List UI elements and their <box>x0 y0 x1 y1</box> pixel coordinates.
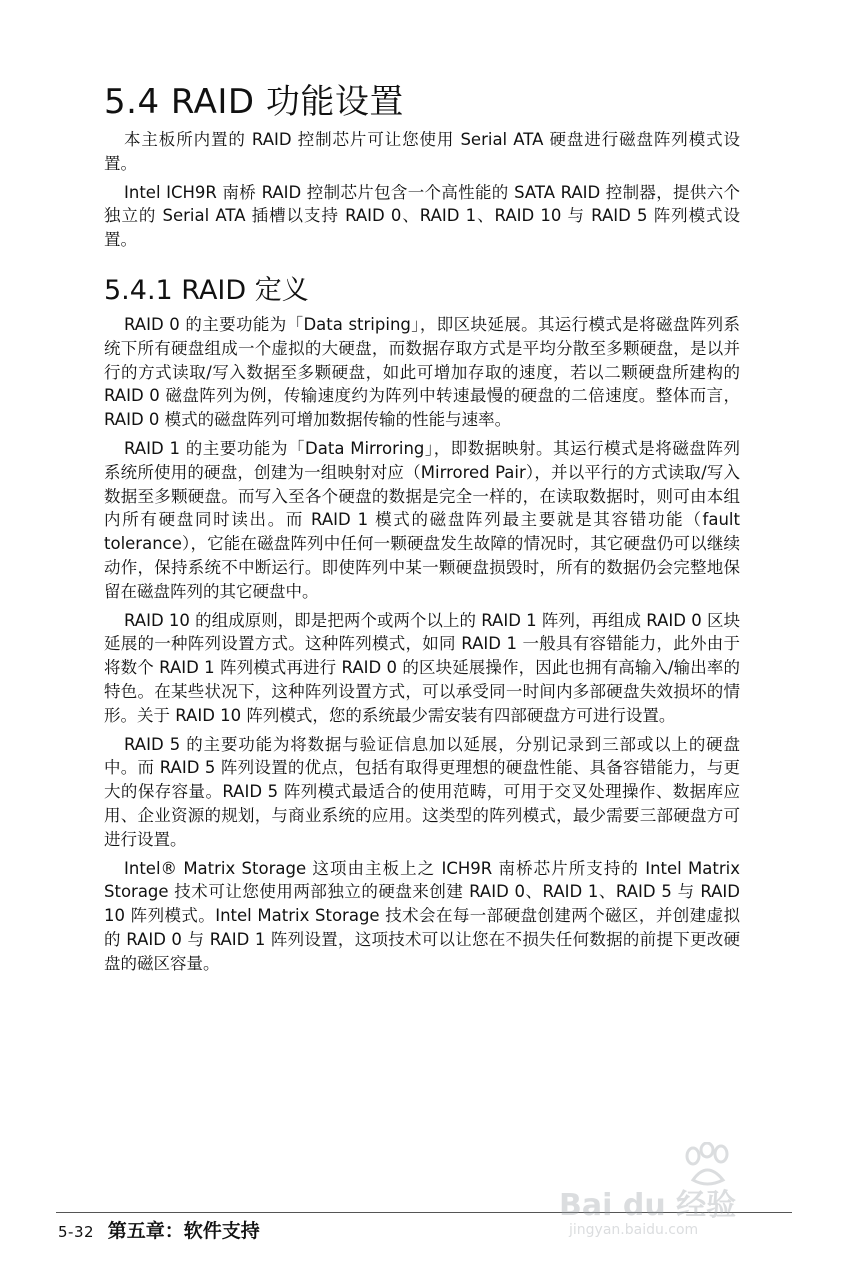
subsection-title: 5.4.1 RAID 定义 <box>104 275 309 306</box>
paragraph-raid1: RAID 1 的主要功能为「Data Mirroring」，即数据映射。其运行模式是将磁盘阵列系统所使用的硬盘，创建为一组映射对应（Mirrored Pair），并以平行的方式读取/写入数据至多颗硬盘。而写入至各个硬盘的数据是完全一样的，在读取数据时，则可由本组内所有硬盘同时读出。而 RAID 1 模式的磁盘阵列最主要就是其容错功能（fault tolerance），它能在磁盘阵列中任何一颗硬盘发生故障的情况时，其它硬盘仍可以继续动作，保持系统不中断运行。即使阵列中某一颗硬盘损毁时，所有的数据仍会完整地保留在磁盘阵列的其它硬盘中。 <box>104 438 740 601</box>
page-number: 5-32 <box>58 1223 95 1241</box>
section-body <box>104 128 740 257</box>
paragraph-raid10: RAID 10 的组成原则，即是把两个或两个以上的 RAID 1 阵列，再组成 RAID 0 区块延展的一种阵列设置方式。这种阵列模式，如同 RAID 1 一般具有容错能力，此外由于将数个 RAID 1 阵列模式再进行 RAID 0 的区块延展操作，因此也拥有高输入/输出率的特色。在某些状况下，这种阵列设置方式，可以承受同一时间内多部硬盘失效损坏的情形。关于 RAID 10 阵列模式，您的系统最少需安装有四部硬盘方可进行设置。 <box>104 610 740 725</box>
paragraph-raid5: RAID 5 的主要功能为将数据与验证信息加以延展，分别记录到三部或以上的硬盘中。而 RAID 5 阵列设置的优点，包括有取得更理想的硬盘性能、具备容错能力，与更大的保存容量。RAID 5 阵列模式最适合的使用范畴，可用于交叉处理操作、数据库应用、企业资源的规划，与商业系统的应用。这类型的阵列模式，最少需要三部硬盘方可进行设置。 <box>104 734 740 849</box>
paragraph-matrix-storage: Intel® Matrix Storage 这项由主板上之 ICH9R 南桥芯片所支持的 Intel Matrix Storage 技术可让您使用两部独立的硬盘来创建 RAID 0、RAID 1、RAID 5 与 RAID 10 阵列模式。Intel Matrix Storage 技术会在每一部硬盘创建两个磁区，并创建虚拟的 RAID 0 与 RAID 1 阵列设置，这项技术可以让您在不损失任何数据的前提下更改硬盘的磁区容量。 <box>104 858 740 973</box>
chapter-title: 第五章：软件支持 <box>107 1220 260 1242</box>
page-footer <box>58 1216 260 1243</box>
baidu-watermark <box>559 1150 789 1250</box>
paragraph-raid0: RAID 0 的主要功能为「Data striping」，即区块延展。其运行模式是将磁盘阵列系统下所有硬盘组成一个虚拟的大硬盘，而数据存取方式是平均分散至多颗硬盘，是以并行的方式读取/写入数据至多颗硬盘，如此可增加存取的速度，若以二颗硬盘所建构的 RAID 0 磁盘阵列为例，传输速度约为阵列中转速最慢的硬盘的二倍速度。整体而言，RAID 0 模式的磁盘阵列可增加数据传输的性能与速率。 <box>104 315 740 430</box>
watermark-url: jingyan.baidu.com <box>569 1222 699 1238</box>
watermark-brand: Bai du 经验 <box>559 1188 737 1223</box>
subsection-body <box>104 313 740 981</box>
paragraph: Intel ICH9R 南桥 RAID 控制芯片包含一个高性能的 SATA RAID 控制器，提供六个独立的 Serial ATA 插槽以支持 RAID 0、RAID 1、RAID 10 与 RAID 5 阵列模式设置。 <box>104 182 740 250</box>
paragraph: 本主板所内置的 RAID 控制芯片可让您使用 Serial ATA 硬盘进行磁盘阵列模式设置。 <box>104 130 740 173</box>
section-title: 5.4 RAID 功能设置 <box>104 82 404 122</box>
